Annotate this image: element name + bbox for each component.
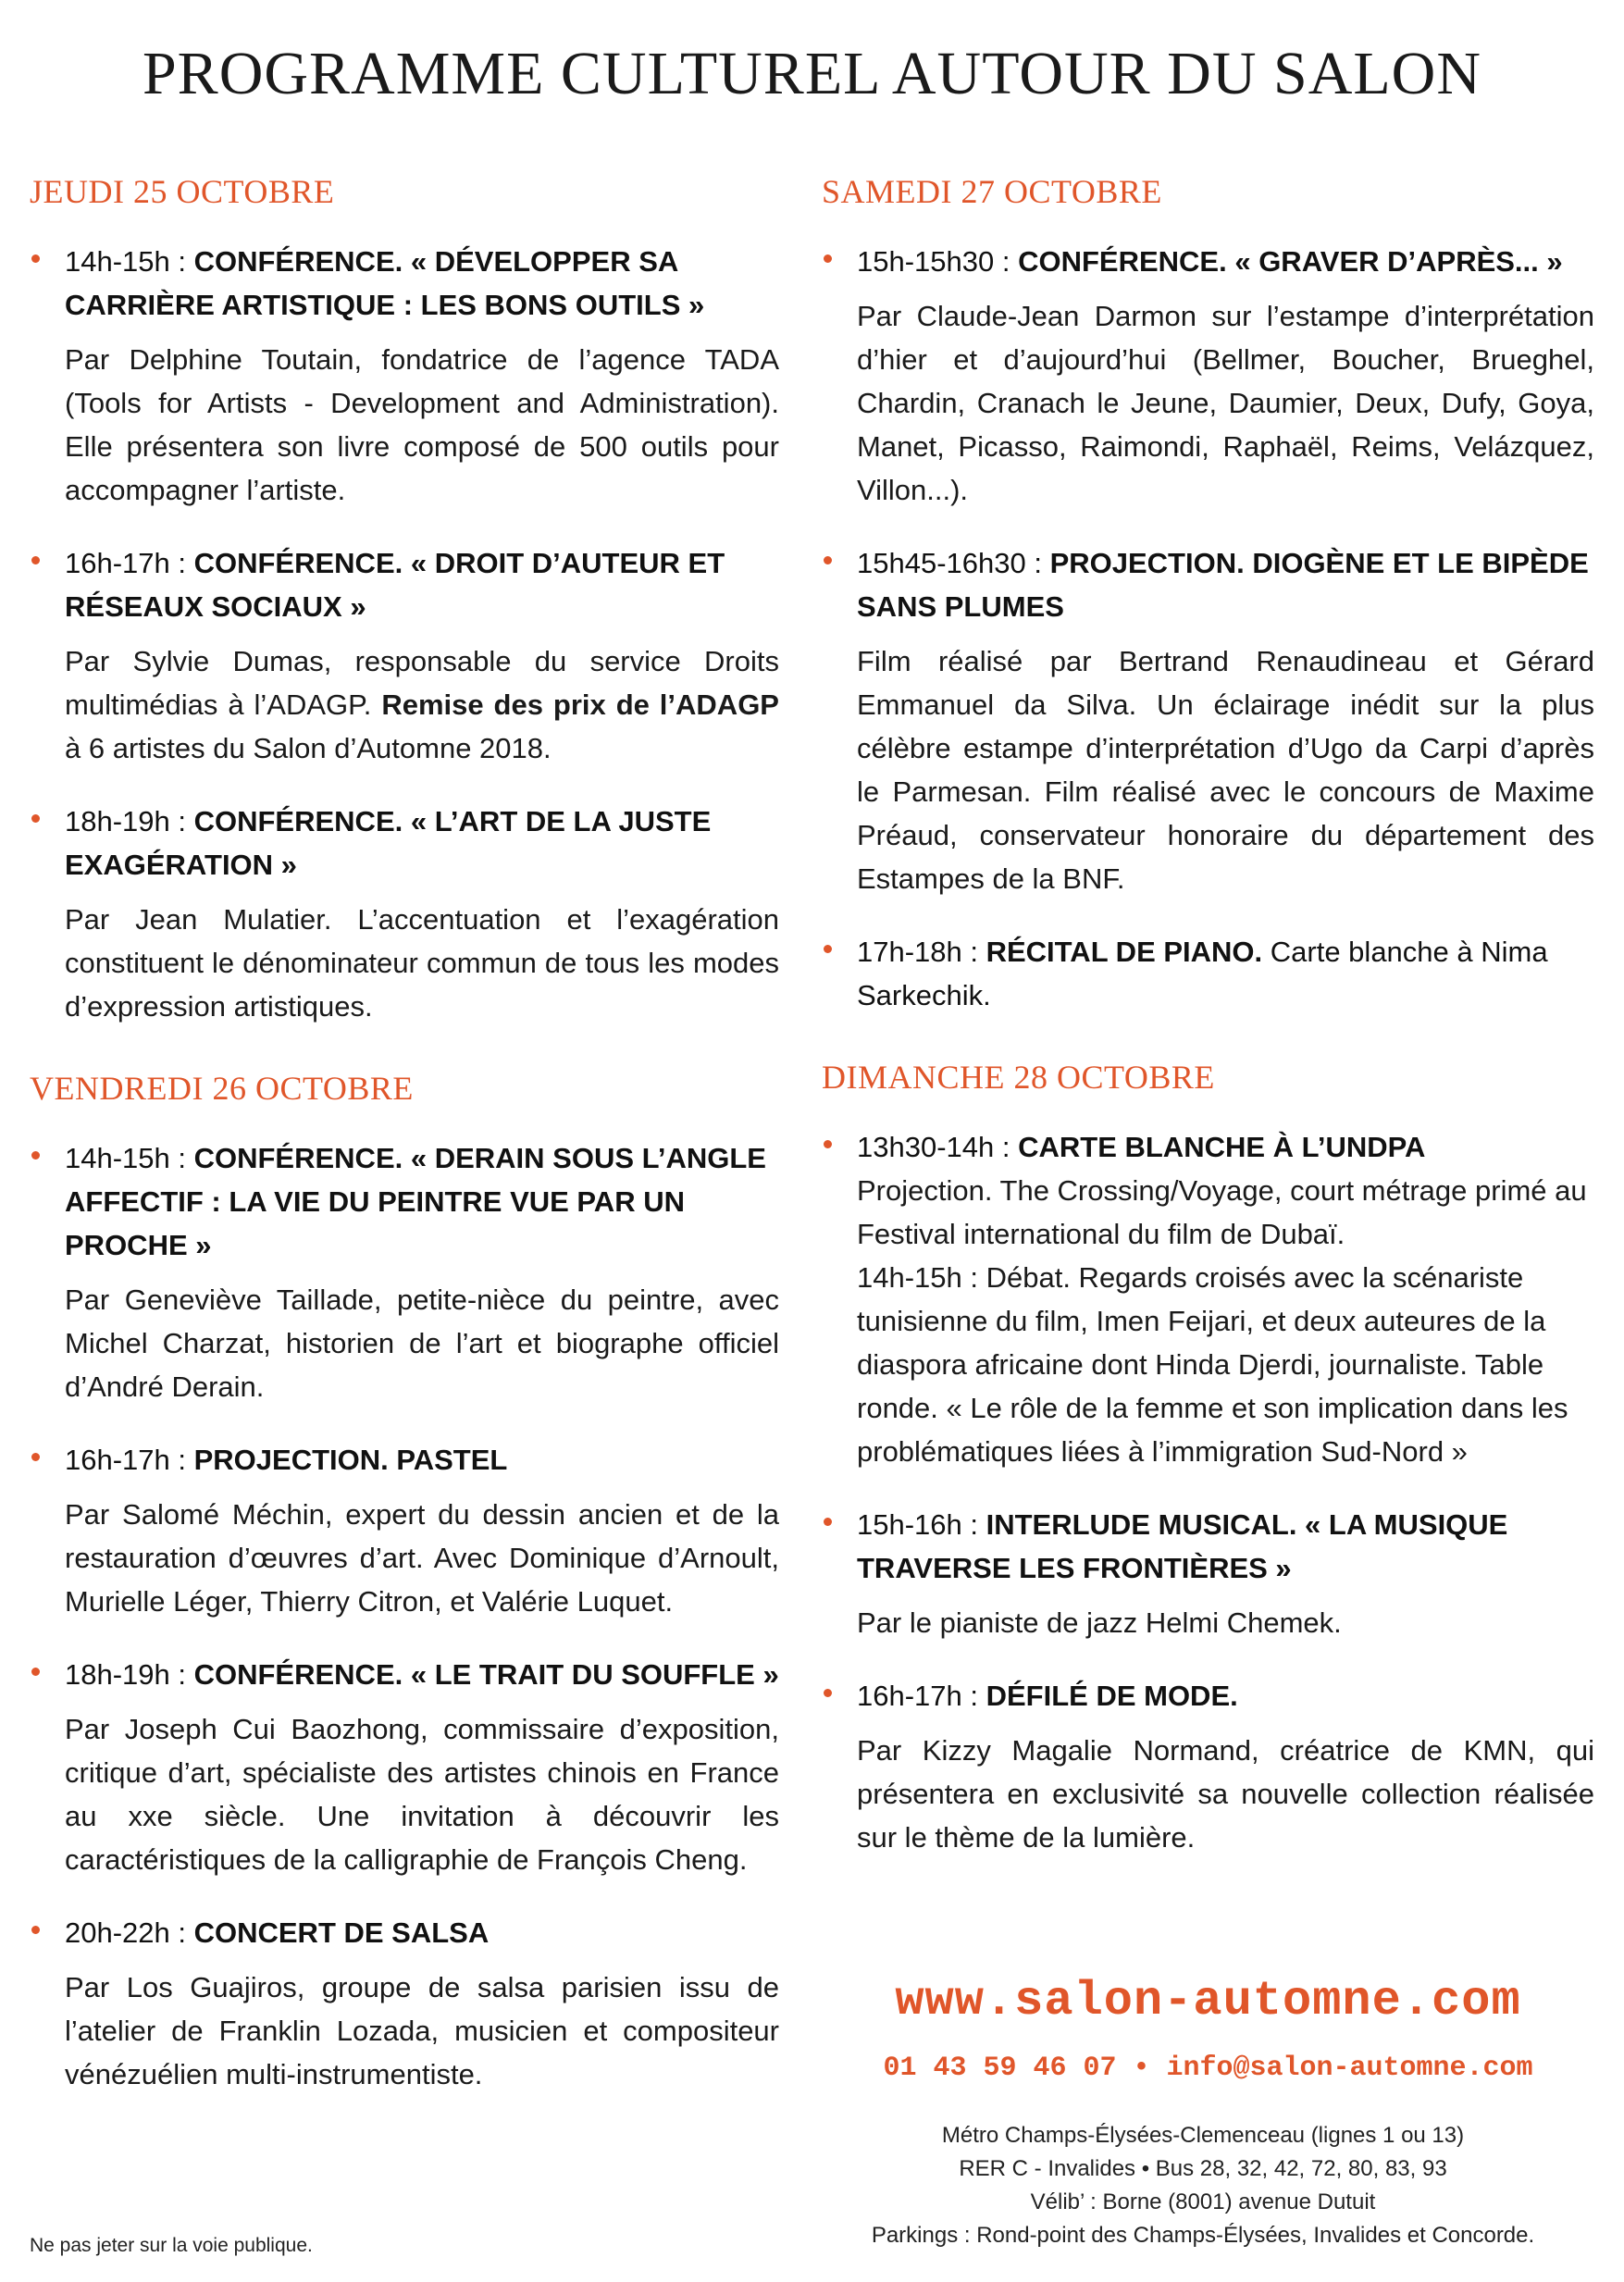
event-item bbox=[30, 1653, 779, 1881]
event-item bbox=[30, 1136, 779, 1408]
event-time: 15h-16h : bbox=[857, 1508, 986, 1542]
event-title: CONFÉRENCE. « LE TRAIT DU SOUFFLE » bbox=[193, 1658, 779, 1692]
bullet-icon bbox=[31, 1151, 40, 1160]
event-item bbox=[30, 800, 779, 1028]
event-heading bbox=[65, 1653, 779, 1696]
event-time: 16h-17h : bbox=[857, 1680, 986, 1713]
event-item bbox=[822, 930, 1594, 1017]
event-description: Par Los Guajiros, groupe de salsa parisien issu de l’atelier de Franklin Lozada, musicien et compositeur vénézuélien multi-instrumentiste. bbox=[65, 1971, 779, 2091]
day-thursday bbox=[30, 172, 779, 1028]
event-heading bbox=[65, 800, 779, 887]
event-time: 18h-19h : bbox=[65, 1658, 194, 1692]
event-heading bbox=[857, 1503, 1594, 1590]
bullet-icon bbox=[31, 556, 40, 564]
event-time: 16h-17h : bbox=[65, 547, 194, 580]
bullet-icon bbox=[824, 556, 832, 564]
event-item bbox=[30, 1911, 779, 2096]
event-time: 17h-18h : bbox=[857, 936, 986, 969]
event-item bbox=[30, 1438, 779, 1623]
event-title: CARTE BLANCHE À L’UNDPA bbox=[1018, 1131, 1426, 1164]
event-item bbox=[822, 240, 1594, 512]
access-info bbox=[805, 2119, 1601, 2252]
event-description: Projection. The Crossing/Voyage, court métrage primé au Festival international du film de Dubaï. bbox=[857, 1174, 1587, 1251]
event-item bbox=[30, 240, 779, 512]
day-friday bbox=[30, 1069, 779, 2096]
event-item bbox=[822, 1674, 1594, 1859]
event-description: Par Kizzy Magalie Normand, créatrice de KMN, qui présentera en exclusivité sa nouvelle collection réalisée sur le thème de la lumière. bbox=[857, 1734, 1594, 1854]
event-description bbox=[65, 639, 779, 770]
rer-bus-info: RER C - Invalides • Bus 28, 32, 42, 72, 80, 83, 93 bbox=[959, 2156, 1447, 2181]
event-time: 14h-15h : bbox=[65, 1142, 194, 1175]
description-text: Par Sylvie Dumas, responsable du service Droits multimédias à l’ADAGP. bbox=[65, 645, 779, 722]
event-title: CONFÉRENCE. « DERAIN SOUS L’ANGLE AFFECTIF : LA VIE DU PEINTRE VUE PAR UN PROCHE » bbox=[65, 1142, 766, 1262]
event-heading bbox=[65, 1438, 779, 1482]
bullet-icon bbox=[31, 1668, 40, 1676]
event-item bbox=[822, 1125, 1594, 1473]
event-title: PROJECTION. DIOGÈNE ET LE BIPÈDE SANS PLUMES bbox=[857, 547, 1589, 624]
event-description: Par Joseph Cui Baozhong, commissaire d’exposition, critique d’art, spécialiste des artistes chinois en France au xxe siècle. Une invitation à découvrir les caractéristiques de la calligraphie de François Cheng. bbox=[65, 1713, 779, 1877]
event-description: Film réalisé par Bertrand Renaudineau et Gérard Emmanuel da Silva. Un éclairage inédit sur la plus célèbre estampe d’interprétation d’Ugo da Carpi d’après le Parmesan. Film réalisé avec le concours de Maxime Préaud, conservateur honoraire du département des Estampes de la BNF. bbox=[857, 645, 1594, 896]
bullet-icon bbox=[31, 1453, 40, 1461]
event-time: 15h45-16h30 : bbox=[857, 547, 1050, 580]
event-heading bbox=[65, 1136, 779, 1267]
event-heading bbox=[65, 240, 779, 327]
event-description: Par Geneviève Taillade, petite-nièce du peintre, avec Michel Charzat, historien de l’art et biographe officiel d’André Derain. bbox=[65, 1284, 779, 1404]
award-text: Remise des prix de l’ADAGP bbox=[381, 688, 779, 722]
event-heading bbox=[857, 1674, 1594, 1718]
bullet-icon bbox=[31, 814, 40, 823]
velib-info: Vélib’ : Borne (8001) avenue Dutuit bbox=[1030, 2189, 1376, 2214]
event-heading bbox=[65, 1911, 779, 1954]
website-link[interactable]: www.salon-automne.com bbox=[895, 1974, 1521, 2028]
event-heading bbox=[65, 541, 779, 628]
day-sunday bbox=[822, 1058, 1594, 1859]
event-heading bbox=[857, 240, 1594, 283]
day-heading: SAMEDI 27 OCTOBRE bbox=[822, 173, 1162, 210]
event-description: Par Jean Mulatier. L’accentuation et l’exagération constituent le dénominateur commun de tous les modes d’expression artistiques. bbox=[65, 903, 779, 1023]
bullet-icon bbox=[31, 254, 40, 263]
event-title: DÉFILÉ DE MODE. bbox=[986, 1680, 1238, 1713]
event-heading bbox=[857, 1125, 1594, 1169]
bullet-icon bbox=[824, 945, 832, 953]
day-heading: VENDREDI 26 OCTOBRE bbox=[30, 1070, 414, 1108]
day-saturday bbox=[822, 172, 1594, 1017]
day-heading: JEUDI 25 OCTOBRE bbox=[30, 173, 335, 210]
event-heading bbox=[857, 541, 1594, 628]
event-description: Par le pianiste de jazz Helmi Chemek. bbox=[857, 1606, 1342, 1640]
disposal-note: Ne pas jeter sur la voie publique. bbox=[30, 2235, 313, 2256]
bullet-icon bbox=[824, 1689, 832, 1697]
event-title: RÉCITAL DE PIANO. bbox=[986, 936, 1263, 969]
event-title: CONFÉRENCE. « L’ART DE LA JUSTE EXAGÉRATION » bbox=[65, 805, 712, 882]
event-description-debate: 14h-15h : Débat. Regards croisés avec la scénariste tunisienne du film, Imen Feijari, et deux auteures de la diaspora africaine dont Hinda Djerdi, journaliste. Table ronde. « Le rôle de la femme et son implication dans les problématiques liées à l’immigration Sud-Nord » bbox=[857, 1261, 1568, 1469]
day-heading: DIMANCHE 28 OCTOBRE bbox=[822, 1059, 1215, 1097]
event-time: 13h30-14h : bbox=[857, 1131, 1019, 1164]
bullet-icon bbox=[31, 1926, 40, 1934]
event-description: Par Claude-Jean Darmon sur l’estampe d’interprétation d’hier et d’aujourd’hui (Bellmer, Boucher, Brueghel, Chardin, Cranach le Jeune, Daumier, Deux, Dufy, Goya, Manet, Picasso, Raimondi, Raphaël, Reims, Velázquez, Villon...). bbox=[857, 300, 1594, 507]
description-text-end: à 6 artistes du Salon d’Automne 2018. bbox=[65, 732, 552, 765]
event-title: INTERLUDE MUSICAL. « LA MUSIQUE TRAVERSE LES FRONTIÈRES » bbox=[857, 1508, 1508, 1585]
event-title: CONFÉRENCE. « DÉVELOPPER SA CARRIÈRE ARTISTIQUE : LES BONS OUTILS » bbox=[65, 245, 705, 322]
event-title: CONFÉRENCE. « DROIT D’AUTEUR ET RÉSEAUX SOCIAUX » bbox=[65, 547, 725, 624]
event-title: CONFÉRENCE. « GRAVER D’APRÈS... » bbox=[1018, 245, 1563, 279]
event-item bbox=[822, 1503, 1594, 1644]
event-item bbox=[822, 541, 1594, 900]
parking-info: Parkings : Rond-point des Champs-Élysées, Invalides et Concorde. bbox=[871, 2223, 1535, 2248]
event-time: 16h-17h : bbox=[65, 1444, 194, 1477]
left-column bbox=[30, 172, 779, 2137]
bullet-icon bbox=[824, 1518, 832, 1526]
contact-line: 01 43 59 46 07 • info@salon-automne.com bbox=[883, 2053, 1533, 2084]
event-description: Par Salomé Méchin, expert du dessin ancien et de la restauration d’œuvres d’art. Avec Dominique d’Arnoult, Murielle Léger, Thierry Citron, et Valérie Luquet. bbox=[65, 1498, 779, 1618]
bullet-icon bbox=[824, 1140, 832, 1148]
event-title: PROJECTION. PASTEL bbox=[193, 1444, 508, 1477]
event-time: 18h-19h : bbox=[65, 805, 194, 838]
event-item bbox=[30, 541, 779, 770]
right-column bbox=[822, 172, 1594, 1900]
event-time: 15h-15h30 : bbox=[857, 245, 1019, 279]
event-time: 20h-22h : bbox=[65, 1916, 194, 1950]
event-description: Par Delphine Toutain, fondatrice de l’agence TADA (Tools for Artists - Development and Administration). Elle présentera son livre composé de 500 outils pour accompagner l’artiste. bbox=[65, 343, 779, 507]
event-inline-description: Carte blanche à Nima Sarkechik. bbox=[857, 936, 1548, 1012]
event-heading bbox=[857, 930, 1594, 1017]
metro-info: Métro Champs-Élysées-Clemenceau (lignes 1 ou 13) bbox=[941, 2123, 1465, 2148]
page-title: PROGRAMME CULTUREL AUTOUR DU SALON bbox=[142, 40, 1482, 107]
bullet-icon bbox=[824, 254, 832, 263]
event-time: 14h-15h : bbox=[65, 245, 194, 279]
event-title: CONCERT DE SALSA bbox=[193, 1916, 490, 1950]
